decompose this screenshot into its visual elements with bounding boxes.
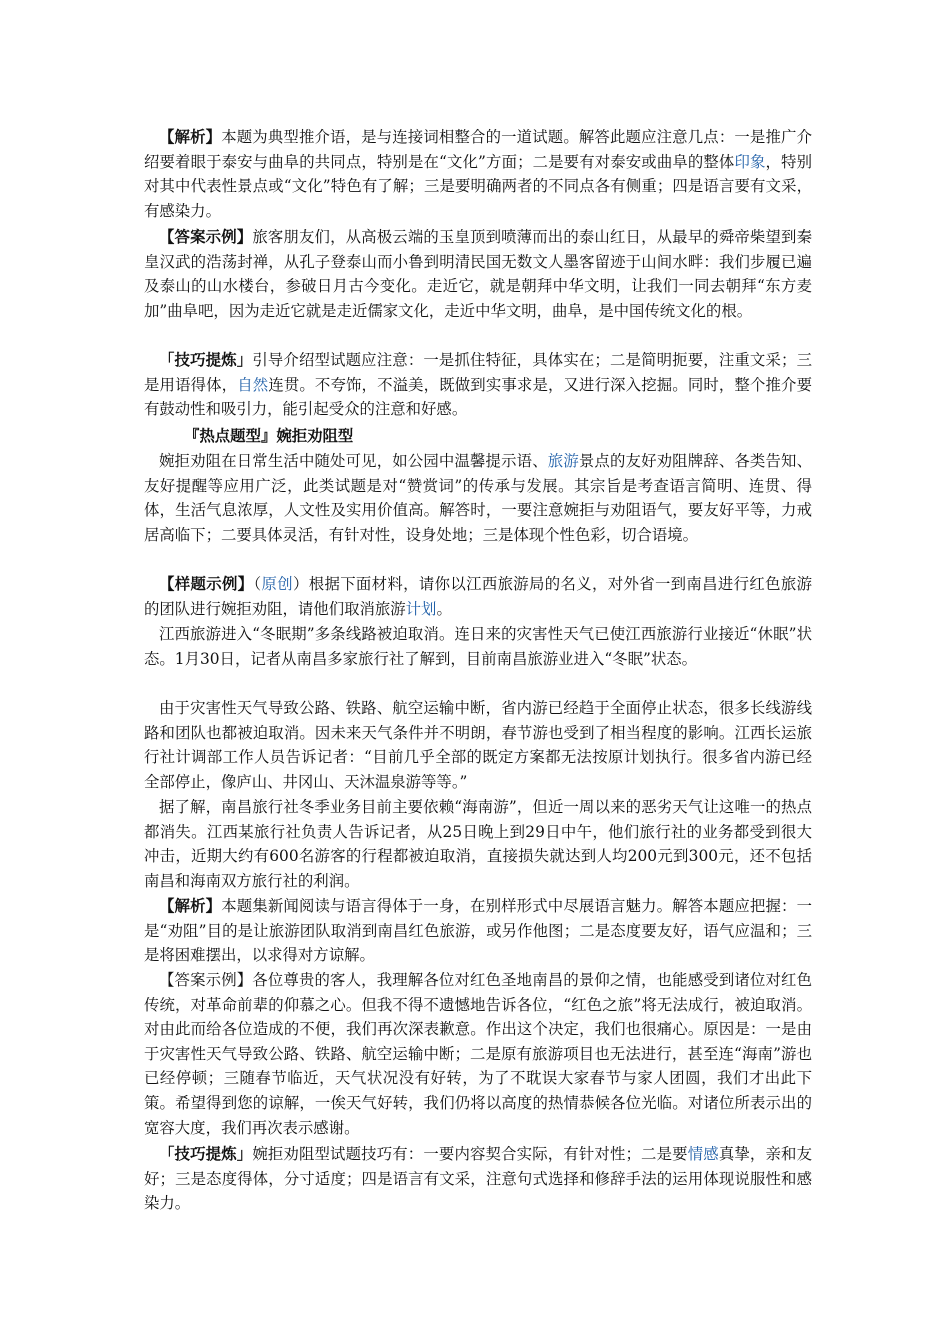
answer-example-paragraph-2: 【答案示例】各位尊贵的客人，我理解各位对红色圣地南昌的景仰之情，也能感受到诸位对红色传统，对革命前辈的仰慕之心。但我不得不遗憾地告诉各位，“红色之旅”将无法成行，被迫取消。对由此而给各位造成的不便，我们再次深表歉意。作出这个决定，我们也很痛心。原因是：一是由于灾害性天气导致公路、铁路、航空运输中断；二是原有旅游项目也无法进行，甚至连“海南”游也已经停顿；三随春节临近，天气状况没有好转，为了不耽误大家春节与家人团圆，我们才出此下策。希望得到您的谅解，一俟天气好转，我们仍将以高度的热情恭候各位光临。对诸位所表示出的宽容大度，我们再次表示感谢。 (144, 971, 812, 1137)
answer-tag: 【答案示例】 (159, 228, 253, 246)
paren-open: （ (253, 575, 262, 593)
skill-tip-tag: 「技巧提炼」 (159, 351, 253, 369)
material-paragraph-2: 由于灾害性天气导致公路、铁路、航空运输中断，省内游已经趋于全面停止状态，很多长线游线路和团队也都被迫取消。因未来天气条件并不明朗，春节游也受到了相当程度的影响。江西长运旅行社计调部工作人员告诉记者：“目前几乎全部的既定方案都无法按原计划执行。很多省内游已经全部停止，像庐山、井冈山、天沐温泉游等等。” (144, 699, 812, 791)
sample-text-end: 。 (436, 599, 452, 618)
skill-tip-paragraph-2 (144, 1142, 812, 1216)
intro-text-cont: 景点的友好劝阻牌辞、各类告知、友好提醒等应用广泛，此类试题是对“赞赏词”的传承与发展。其宗旨是考查语言简明、连贯、得体，生活气息浓厚，人文性及实用价值高。解答时，一要注意婉拒与劝阻语气，要友好平等，力戒居高临下；二要具体灵活，有针对性，设身处地；三是体现个性色彩，切合语境。 (144, 452, 812, 544)
analysis-paragraph-1 (144, 125, 812, 223)
analysis-text-cont: ，特别对其中代表性景点或“文化”特色有了解；三是要明确两者的不同点各有侧重；四是语言要有文采，有感染力。 (144, 152, 812, 220)
link-tourism[interactable]: 旅游 (547, 452, 579, 470)
skill-tip-text: 引导介绍型试题应注意：一是抓住特征，具体实在；二是简明扼要，注重文采；三是用语得体， (144, 351, 812, 394)
skill-tip-text-cont: 连贯。不夸饰，不溢美，既做到实事求是，又进行深入挖掘。同时，整个推介要有鼓动性和吸引力，能引起受众的注意和好感。 (144, 375, 812, 419)
answer-text: 旅客朋友们，从高极云端的玉皇顶到喷薄而出的泰山红日，从最早的舜帝柴望到秦皇汉武的浩荡封禅，从孔子登泰山而小鲁到明清民国无数文人墨客留迹于山间水畔：我们步履已遍及泰山的山水楼台，参破日月古今变化。走近它，就是朝拜中华文明，让我们一同去朝拜“东方麦加”曲阜吧，因为走近它就是走近儒家文化，走近中华文明，曲阜，是中国传统文化的根。 (144, 228, 812, 320)
analysis-text: 本题为典型推介语，是与连接词相整合的一道试题。解答此题应注意几点：一是推广介绍要着眼于泰安与曲阜的共同点，特别是在“文化”方面；二是要有对泰安或曲阜的整体 (144, 128, 812, 171)
analysis-paragraph-2 (144, 894, 812, 968)
sample-tag: 【样题示例】 (159, 575, 254, 593)
intro-text: 婉拒劝阻在日常生活中随处可见，如公园中温馨提示语、 (159, 452, 548, 470)
answer-example-paragraph-1 (144, 225, 812, 323)
link-emotion[interactable]: 情感 (687, 1145, 719, 1163)
skill-tip-text-2-cont: 真挚，亲和友好；三是态度得体，分寸适度；四是语言有文采，注意句式选择和修辞手法的运用体现说服性和感染力。 (144, 1145, 812, 1213)
section-heading: 『热点题型』婉拒劝阻型 (184, 427, 354, 445)
link-original[interactable]: 原创 (261, 575, 293, 593)
intro-paragraph (144, 449, 812, 547)
sample-text: 根据下面材料，请你以江西旅游局的名义，对外省一到南昌进行红色旅游的团队进行婉拒劝阻，请他们取消旅游 (144, 575, 812, 618)
link-natural[interactable]: 自然 (237, 375, 269, 394)
paren-close: ） (292, 575, 309, 593)
skill-tip-paragraph-1 (144, 348, 812, 422)
link-plan[interactable]: 计划 (405, 599, 437, 618)
analysis-tag: 【解析】 (159, 128, 222, 146)
material-paragraph-1: 江西旅游进入“冬眠期”多条线路被迫取消。连日来的灾害性天气已使江西旅游行业接近“休眠”状态。1月30日，记者从南昌多家旅行社了解到，目前南昌旅游业进入“冬眠”状态。 (144, 625, 812, 668)
analysis-text-2: 本题集新闻阅读与语言得体于一身，在别样形式中尽展语言魅力。解答本题应把握：一是“劝阻”目的是让旅游团队取消到南昌红色旅游，或另作他图；二是态度要友好，语气应温和；三是将困难摆出，以求得对方谅解。 (144, 897, 812, 965)
skill-tip-tag-2: 「技巧提炼」 (159, 1145, 253, 1163)
analysis-tag-2: 【解析】 (159, 897, 222, 915)
sample-question-paragraph (144, 572, 812, 621)
material-paragraph-3: 据了解，南昌旅行社冬季业务目前主要依赖“海南游”，但近一周以来的恶劣天气让这唯一的热点都消失。江西某旅行社负责人告诉记者，从25日晚上到29日中午，他们旅行社的业务都受到很大冲击，近期大约有600名游客的行程都被迫取消，直接损失就达到人均200元到300元，还不包括南昌和海南双方旅行社的利润。 (144, 798, 812, 890)
skill-tip-text-2: 婉拒劝阻型试题技巧有：一要内容契合实际，有针对性；二是要 (252, 1145, 688, 1163)
link-impression[interactable]: 印象 (734, 152, 766, 171)
